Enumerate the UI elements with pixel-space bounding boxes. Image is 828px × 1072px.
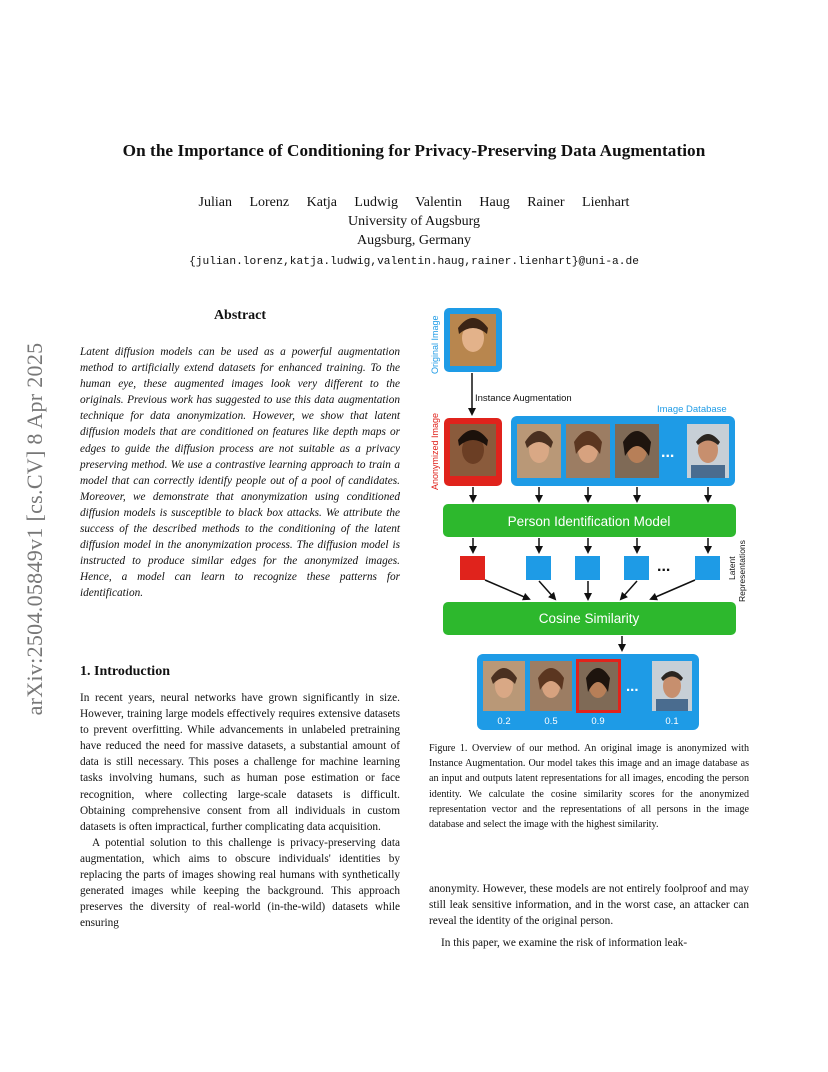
figure-1-caption: Figure 1. Overview of our method. An original image is anonymized with Instance Augmentation. Our model takes this image and an image database as an input and outputs latent representations for all images, encoding the person identity. We calculate the cosine similarity scores for the anonymized representation vector and the representations of all persons in the image database and select the image with the highest similarity. <box>429 743 749 831</box>
author-emails: {julian.lorenz,katja.ludwig,valentin.haug,rainer.lienhart}@uni-a.de <box>189 256 639 268</box>
instance-augmentation-label: Instance Augmentation <box>475 393 572 404</box>
person-identification-model-label: Person Identification Model <box>507 514 671 529</box>
intro-paragraph-2: A potential solution to this challenge is privacy-preserving data augmentation, which aims to obscure individuals' identities by replacing the parts of images showing real humans with synthetically generated images while keeping the background. This approach preserves the diversity of real-world (in-the-wild) datasets while ensuring <box>80 836 400 930</box>
arxiv-identifier: arXiv:2504.05849v1 [cs.CV] 8 Apr 2025 <box>22 342 47 716</box>
score-1: 0.2 <box>497 716 511 727</box>
latent-label-1: Latent <box>727 556 737 580</box>
abstract-heading: Abstract <box>213 308 267 323</box>
affiliation-location: Augsburg, Germany <box>356 233 472 248</box>
introduction-heading: 1. Introduction <box>80 664 170 679</box>
image-database-label: Image Database <box>657 404 727 415</box>
results-ellipsis: ... <box>626 678 639 695</box>
score-2: 0.5 <box>544 716 558 727</box>
database-ellipsis: ... <box>661 444 675 461</box>
latent-label-2: Representations <box>737 540 747 602</box>
intro-paragraph-1: In recent years, neural networks have grown significantly in size. However, training large models effectively requires extensive datasets to prevent overfitting. While advancements in unlabeled pretraining have reduced the need for massive datasets, a substantial amount of data is still necessary. This poses a challenge for machine learning tasks involving humans, such as human pose estimation or face recognition, where collecting large-scale datasets is difficult. Obtaining comprehensive consent from all individuals in custom datasets is often impractical, further complicating data acquisition. <box>80 692 400 833</box>
figure-1-diagram <box>425 300 770 735</box>
abstract-paragraph: Latent diffusion models can be used as a powerful augmentation method to artificially extend datasets for enhanced training. To the human eye, these augmented images look very different to the originals. Previous work has suggested to use this data augmentation technique for data anonymization. However, we show that latent diffusion models that are conditioned on features like depth maps or edges to guide the diffusion process are not suitable as a privacy preserving method. We use a contrastive learning approach to train a model that can correctly identify people out of a pool of candidates. Moreover, we demonstrate that anonymization using conditioned diffusion models is susceptible to black box attacks. We attribute the success of the described methods to the conditioning of the latent diffusion model in the anonymization process. The diffusion model is instructed to produce similar edges for the anonymized images. Hence, a model can learn to recognize these patterns for identification. <box>80 346 400 600</box>
anonymized-image-label: Anonymized Image <box>430 412 440 490</box>
author-list: Julian Lorenz Katja Ludwig Valentin Haug Rainer Lienhart <box>198 195 630 210</box>
abstract-text <box>80 344 400 602</box>
right-paragraph-1: anonymity. However, these models are not entirely foolproof and may still leak sensitive information, and in the worst case, an attacker can reveal the identity of the original person. <box>429 883 749 928</box>
right-column-text <box>429 881 749 951</box>
latent-db-1 <box>526 556 551 580</box>
cosine-similarity-label: Cosine Similarity <box>538 611 640 626</box>
arxiv-sidebar <box>20 294 50 764</box>
paper-title: On the Importance of Conditioning for Privacy-Preserving Data Augmentation <box>122 141 706 160</box>
result-faces <box>483 659 692 713</box>
latent-ellipsis: ... <box>657 558 671 575</box>
latent-anonymized <box>460 556 485 580</box>
score-4: 0.1 <box>665 716 679 727</box>
score-3: 0.9 <box>591 716 605 727</box>
latent-db-3 <box>624 556 649 580</box>
latent-db-4 <box>695 556 720 580</box>
database-faces <box>517 424 729 478</box>
right-paragraph-2: In this paper, we examine the risk of information leak- <box>441 937 688 950</box>
original-image-label: Original Image <box>430 315 440 374</box>
latent-db-2 <box>575 556 600 580</box>
introduction-text <box>80 690 400 931</box>
affiliation-university: University of Augsburg <box>348 214 480 229</box>
